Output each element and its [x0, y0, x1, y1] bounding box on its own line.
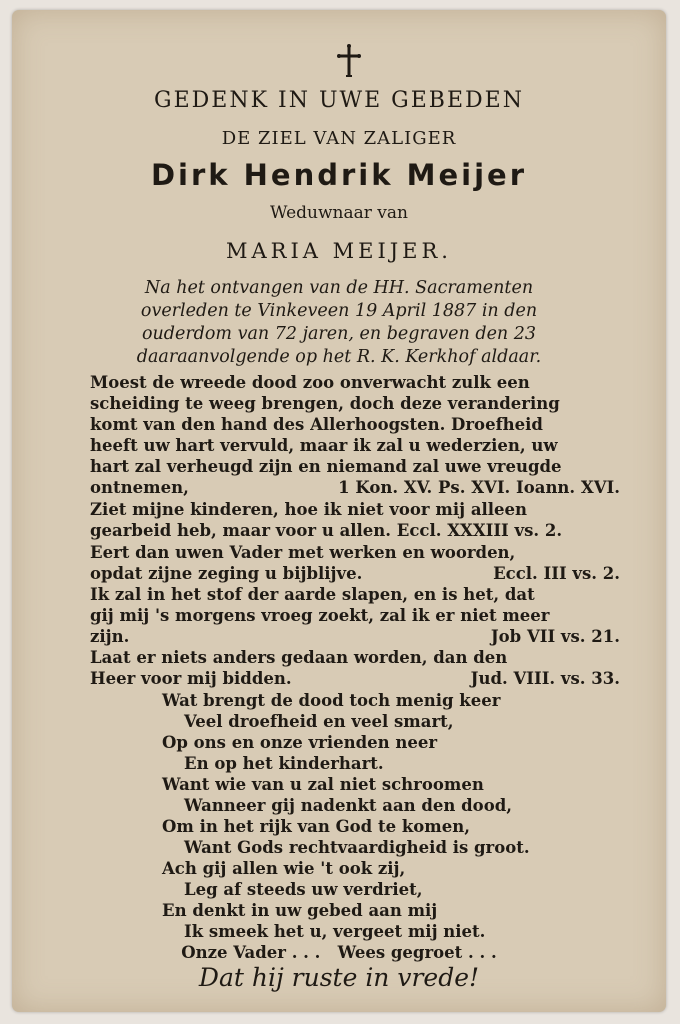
- prayers-line: Onze Vader . . . Wees gegroet . . .: [181, 943, 497, 962]
- poem-line: Leg af steeds uw verdriet,: [184, 880, 423, 899]
- poem-line: Wat brengt de dood toch menig keer: [162, 691, 501, 710]
- body-line: gearbeid heb, maar voor u allen. Eccl. XXXIII vs. 2.: [90, 521, 563, 540]
- body-line: Moest de wreede dood zoo onverwacht zulk een: [90, 373, 530, 392]
- poem-line: Ach gij allen wie 't ook zij,: [162, 859, 406, 878]
- body-line: Laat er niets anders gedaan worden, dan den: [90, 648, 508, 667]
- poem-line: Wanneer gij nadenkt aan den dood,: [184, 796, 512, 815]
- poem-line: Want Gods rechtvaardigheid is groot.: [184, 838, 530, 857]
- intro-line: Na het ontvangen van de HH. Sacramenten: [144, 278, 534, 298]
- intro-line: daaraanvolgende op het R. K. Kerkhof aldaar.: [136, 347, 542, 367]
- body-line: scheiding te weeg brengen, doch deze verandering: [90, 394, 560, 413]
- memorial-card: [12, 10, 666, 1012]
- poem-line: Veel droefheid en veel smart,: [184, 712, 454, 731]
- intro-line: ouderdom van 72 jaren, en begraven den 23: [141, 324, 537, 344]
- poem-line: En denkt in uw gebed aan mij: [162, 901, 438, 920]
- body-line: Ik zal in het stof der aarde slapen, en is het, dat: [90, 585, 535, 604]
- deceased-name: Dirk Hendrik Meijer: [150, 158, 528, 192]
- body-line: zijn. Job VII vs. 21.: [90, 627, 620, 646]
- closing-line: Dat hij ruste in vrede!: [198, 963, 480, 992]
- intro-line: overleden te Vinkeveen 19 April 1887 in den: [140, 301, 538, 321]
- poem-line: Om in het rijk van God te komen,: [162, 817, 470, 836]
- poem-line: Ik smeek het u, vergeet mij niet.: [184, 922, 486, 941]
- body-line: komt van den hand des Allerhoogsten. Droefheid: [90, 415, 543, 434]
- body-line: ontnemen, 1 Kon. XV. Ps. XVI. Ioann. XVI.: [90, 478, 620, 497]
- body-line: gij mij 's morgens vroeg zoekt, zal ik er niet meer: [90, 606, 550, 625]
- body-line: Heer voor mij bidden. Jud. VIII. vs. 33.: [90, 669, 620, 688]
- poem-line: En op het kinderhart.: [184, 754, 384, 773]
- body-line: Eert dan uwen Vader met werken en woorden,: [90, 543, 516, 562]
- poem-line: Op ons en onze vrienden neer: [162, 733, 438, 752]
- header-line-3: Weduwnaar van: [270, 203, 408, 223]
- body-line: Ziet mijne kinderen, hoe ik niet voor mij alleen: [90, 500, 528, 519]
- body-line: hart zal verheugd zijn en niemand zal uwe vreugde: [90, 457, 562, 476]
- body-line: heeft uw hart vervuld, maar ik zal u wederzien, uw: [90, 436, 558, 455]
- spouse-name: MARIA MEIJER.: [226, 239, 452, 263]
- cross-icon: [336, 44, 362, 78]
- header-line-2: DE ZIEL VAN ZALIGER: [221, 128, 457, 149]
- poem-line: Want wie van u zal niet schroomen: [162, 775, 484, 794]
- body-line: opdat zijne zeging u bijblijve. Eccl. III vs. 2.: [90, 564, 620, 583]
- header-line-1: GEDENK IN UWE GEBEDEN: [154, 88, 524, 113]
